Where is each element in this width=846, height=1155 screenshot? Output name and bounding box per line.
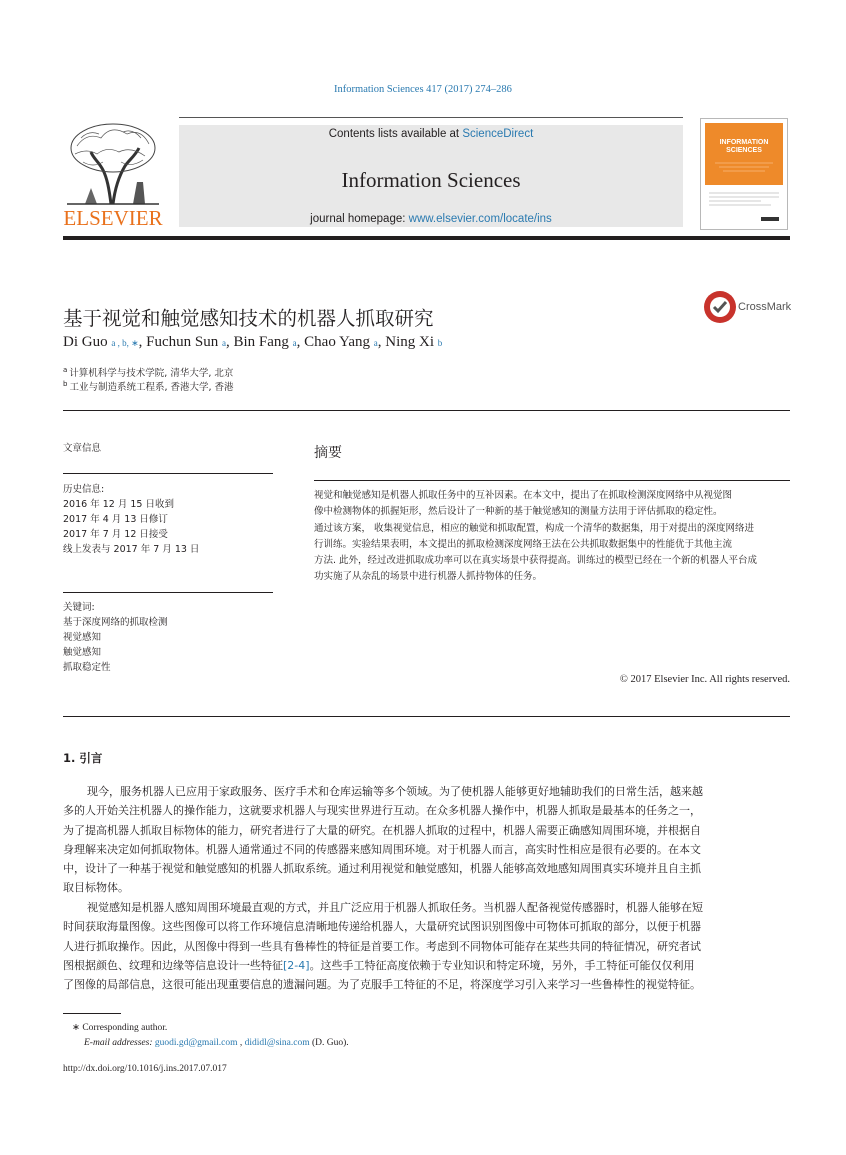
intro-paragraph-1	[63, 782, 790, 898]
body-line: 中，设计了一种基于视觉和触觉感知的机器人抓取系统。通过利用视觉和触觉感知，机器人能够高效地感知周围真实环境并且自主抓	[63, 862, 701, 876]
footnote-asterisk: ∗	[72, 1023, 83, 1033]
author-name: Fuchun Sun	[146, 334, 219, 350]
corresponding-author-note	[72, 1022, 167, 1033]
body-line: 视觉感知是机器人感知周围环境最直观的方式，并且广泛应用于机器人抓取任务。当机器人配备视觉传感器时，机器人能够在短	[87, 901, 703, 914]
email-link[interactable]: guodi.gd@gmail.com	[154, 1038, 238, 1048]
divider	[63, 410, 790, 411]
email-label: E-mail addresses:	[84, 1038, 153, 1048]
body-line: 现今，服务机器人已应用于家政服务、医疗手术和仓库运输等多个领域。为了使机器人能够更好地辅助我们的日常生活，越来越	[87, 785, 703, 798]
history-revised: 2017 年 4 月 13 日修订	[63, 514, 168, 525]
history-online: 线上发表与 2017 年 7 月 13 日	[63, 544, 200, 555]
author-marks[interactable]: a , b, ∗	[111, 338, 139, 348]
journal-cover-thumbnail[interactable]	[700, 118, 788, 230]
section-heading: 1. 引言	[63, 751, 103, 765]
intro-paragraph-2	[63, 898, 790, 994]
author-marks[interactable]: a	[373, 338, 378, 348]
keyword: 基于深度网络的抓取检测	[63, 617, 168, 628]
history-label: 历史信息:	[63, 484, 105, 495]
history-received: 2016 年 12 月 15 日收到	[63, 499, 174, 510]
abstract-line: 像中检测物体的抓握矩形，然后设计了一种新的基于触觉感知的测量方法用于评估抓取的稳定性。	[314, 506, 723, 518]
author-marks[interactable]: a	[292, 338, 297, 348]
sciencedirect-link[interactable]: ScienceDirect	[462, 128, 534, 140]
contents-prefix: Contents lists available at	[328, 128, 463, 140]
keyword: 视觉感知	[63, 632, 102, 643]
journal-title: Information Sciences	[341, 168, 521, 192]
author-name: Chao Yang	[304, 334, 371, 350]
journal-citation[interactable]: Information Sciences 417 (2017) 274–286	[334, 84, 512, 95]
affiliation-text: 计算机科学与技术学院, 清华大学, 北京	[69, 368, 234, 379]
body-line: 为了提高机器人抓取目标物体的能力，研究者进行了大量的研究。在机器人抓取的过程中，机器人需要正确感知周围环境，并根据自	[63, 823, 701, 837]
body-text-segment: 图根据颜色、纹理和边缘等信息设计一些特征	[63, 958, 283, 972]
article-info-heading: 文章信息	[63, 443, 102, 454]
corresponding-text: Corresponding author.	[82, 1023, 168, 1033]
elsevier-wordmark: ELSEVIER	[63, 206, 163, 230]
divider	[63, 592, 273, 593]
body-line: 时间获取海量图像。这些图像可以将工作环境信息清晰地传递给机器人，大量研究试图识别图像中可物体可抓取的部分，以便于机器	[63, 920, 701, 934]
author-name: Bin Fang	[233, 334, 289, 350]
article-title: 基于视觉和触觉感知技术的机器人抓取研究	[63, 307, 434, 330]
body-line: 了图像的局部信息，这很可能出现重要信息的遗漏问题。为了克服手工特征的不足，将深度学习引入来学习一些鲁棒性的视觉特征。	[63, 978, 701, 992]
homepage-prefix: journal homepage:	[310, 213, 409, 225]
author-marks[interactable]: a	[221, 338, 226, 348]
copyright-notice: © 2017 Elsevier Inc. All rights reserved.	[619, 674, 790, 685]
header-top-rule	[179, 117, 683, 118]
elsevier-tree-icon	[63, 118, 163, 230]
email-link[interactable]: dididl@sina.com	[244, 1038, 310, 1048]
doi-link[interactable]: http://dx.doi.org/10.1016/j.ins.2017.07.017	[63, 1064, 227, 1074]
email-suffix: (D. Guo).	[311, 1038, 349, 1048]
affiliation-mark: b	[63, 379, 68, 388]
homepage-link[interactable]: www.elsevier.com/locate/ins	[408, 213, 552, 225]
divider	[63, 716, 790, 717]
author-name: Ning Xi	[385, 334, 435, 350]
author-marks[interactable]: b	[437, 338, 443, 348]
body-line: 多的人开始关注机器人的操作能力，这就要求机器人与现实世界进行互动。在众多机器人操作中，机器人抓取是最基本的任务之一，	[63, 804, 701, 818]
citation-link[interactable]: [2-4]	[283, 958, 310, 972]
abstract-line: 功实施了从杂乱的场景中进行机器人抓持物体的任务。	[314, 571, 543, 583]
abstract-line: 视觉和触觉感知是机器人抓取任务中的互补因素。在本文中，提出了在抓取检测深度网络中从视觉图	[314, 490, 733, 501]
history-accepted: 2017 年 7 月 12 日接受	[63, 529, 168, 540]
abstract-line: 行训练。实验结果表明，本文提出的抓取检测深度网络王法在公共抓取数据集中的性能优于其他主流	[314, 538, 733, 550]
header-divider	[63, 236, 790, 240]
affiliation-b	[63, 379, 234, 393]
contents-available	[179, 128, 683, 140]
body-line: 身理解来决定如何抓取物体。机器人通常通过不同的传感器来感知周围环境。对于机器人而言，高实时性相应是很有必要的。在本文	[63, 842, 701, 856]
body-line: 取目标物体。	[63, 881, 129, 895]
email-footnote	[84, 1038, 349, 1048]
body-line	[63, 956, 790, 975]
crossmark-label: CrossMark	[738, 301, 792, 313]
cover-lines-icon	[701, 119, 787, 229]
elsevier-logo	[63, 118, 163, 230]
abstract-heading: 摘要	[314, 445, 342, 461]
author-list: Di Guo a , b, ∗, Fuchun Sun a, Bin Fang a, Chao Yang a, Ning Xi b	[63, 334, 443, 350]
abstract-body	[314, 488, 790, 586]
divider	[63, 473, 273, 474]
cover-title: INFORMATION SCIENCES	[719, 139, 769, 154]
affiliation-mark: a	[63, 365, 68, 374]
journal-homepage	[179, 213, 683, 225]
crossmark-icon	[703, 290, 737, 324]
divider	[314, 480, 790, 481]
body-text-segment: 。这些手工特征高度依赖于专业知识和特定环境，另外，手工特征可能仅仅利用	[309, 958, 695, 972]
keyword: 抓取稳定性	[63, 662, 111, 673]
body-line: 人进行抓取操作。因此，从图像中得到一些具有鲁棒性的特征是首要工作。考虑到不同物体可能存在某些共同的特征情况，研究者试	[63, 939, 701, 953]
keyword: 触觉感知	[63, 647, 102, 658]
footnote-rule	[63, 1013, 121, 1014]
affiliation-text: 工业与制造系统工程系, 香港大学, 香港	[69, 382, 234, 393]
keywords-label: 关键词:	[63, 602, 95, 613]
abstract-line: 通过该方案， 收集视觉信息，相应的触觉和抓取配置，构成一个清华的数据集，用于对提出的深度网络进	[314, 522, 755, 534]
author-name: Di Guo	[63, 334, 108, 350]
email-separator: ,	[239, 1038, 243, 1048]
abstract-line: 方法. 此外，经过改进抓取成功率可以在真实场景中获得提高。训练过的模型已经在一个新的机器人平台成	[314, 555, 758, 567]
affiliation-a	[63, 365, 233, 379]
